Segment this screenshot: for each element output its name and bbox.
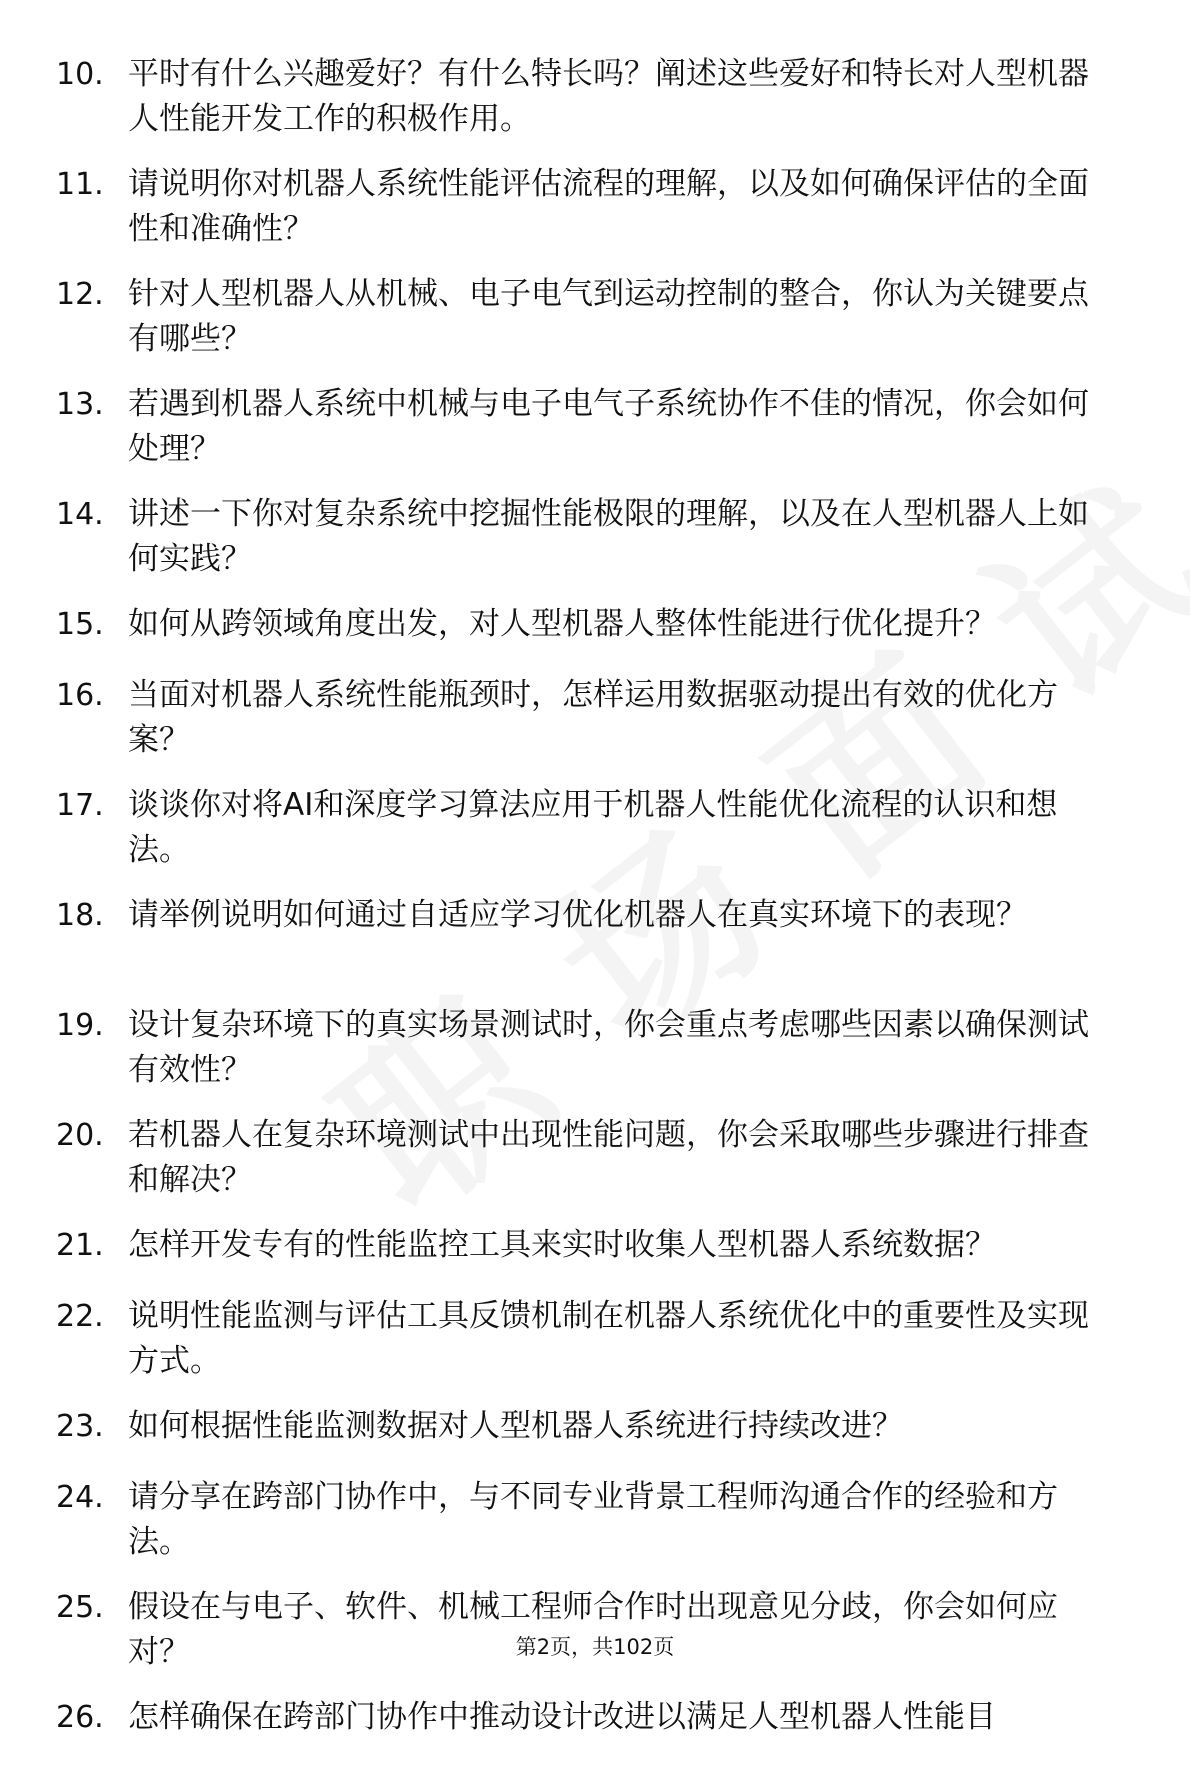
page-footer: 第2页，共102页: [515, 1635, 675, 1659]
list-item: [0, 492, 1190, 602]
question-text: 说明性能监测与评估工具反馈机制在机器人系统优化中的重要性及实现方式。: [128, 1298, 1089, 1379]
question-text: 假设在与电子、软件、机械工程师合作时出现意见分歧，你会如何应对？: [128, 1589, 1058, 1670]
list-item: [0, 1223, 1190, 1294]
list-item: [0, 272, 1190, 382]
question-number: 23.: [56, 1409, 104, 1444]
question-text: 怎样确保在跨部门协作中推动设计改进以满足人型机器人性能目: [128, 1699, 996, 1735]
list-item: [0, 673, 1190, 783]
question-number: 13.: [56, 387, 104, 422]
question-number: 15.: [56, 607, 104, 642]
list-item: [0, 602, 1190, 673]
list-item: [0, 382, 1190, 492]
list-item: [0, 893, 1190, 1003]
question-text: 请分享在跨部门协作中，与不同专业背景工程师沟通合作的经验和方法。: [128, 1479, 1058, 1560]
list-item: [0, 52, 1190, 162]
question-number: 22.: [56, 1299, 104, 1334]
question-text: 请说明你对机器人系统性能评估流程的理解，以及如何确保评估的全面性和准确性？: [128, 166, 1089, 247]
question-number: 24.: [56, 1480, 104, 1515]
list-item: [0, 1475, 1190, 1585]
list-item: [0, 1294, 1190, 1404]
question-text: 若机器人在复杂环境测试中出现性能问题，你会采取哪些步骤进行排查和解决？: [128, 1117, 1089, 1198]
question-text: 讲述一下你对复杂系统中挖掘性能极限的理解，以及在人型机器人上如何实践？: [128, 496, 1089, 577]
list-item: [0, 162, 1190, 272]
question-number: 19.: [56, 1008, 104, 1043]
question-text: 请举例说明如何通过自适应学习优化机器人在真实环境下的表现？: [128, 897, 1027, 933]
question-text: 如何从跨领域角度出发，对人型机器人整体性能进行优化提升？: [128, 606, 996, 642]
question-text: 当面对机器人系统性能瓶颈时，怎样运用数据驱动提出有效的优化方案？: [128, 677, 1058, 758]
question-text: 如何根据性能监测数据对人型机器人系统进行持续改进？: [128, 1408, 903, 1444]
question-number: 20.: [56, 1118, 104, 1153]
list-item: [0, 1404, 1190, 1475]
question-text: 平时有什么兴趣爱好？有什么特长吗？阐述这些爱好和特长对人型机器人性能开发工作的积极作用。: [128, 56, 1089, 137]
question-list: [0, 52, 1190, 1766]
question-text: 若遇到机器人系统中机械与电子电气子系统协作不佳的情况，你会如何处理？: [128, 386, 1089, 467]
question-number: 26.: [56, 1700, 104, 1735]
question-text: 针对人型机器人从机械、电子电气到运动控制的整合，你认为关键要点有哪些？: [128, 276, 1089, 357]
question-number: 25.: [56, 1590, 104, 1625]
question-number: 21.: [56, 1228, 104, 1263]
question-number: 11.: [56, 167, 104, 202]
question-number: 10.: [56, 57, 104, 92]
question-number: 18.: [56, 898, 104, 933]
list-item: [0, 1113, 1190, 1223]
question-number: 12.: [56, 277, 104, 312]
question-text: 谈谈你对将AI和深度学习算法应用于机器人性能优化流程的认识和想法。: [128, 787, 1058, 868]
question-text: 设计复杂环境下的真实场景测试时，你会重点考虑哪些因素以确保测试有效性？: [128, 1007, 1089, 1088]
question-number: 17.: [56, 788, 104, 823]
list-item: [0, 1003, 1190, 1113]
question-number: 14.: [56, 497, 104, 532]
question-number: 16.: [56, 678, 104, 713]
list-item: [0, 1695, 1190, 1766]
question-text: 怎样开发专有的性能监控工具来实时收集人型机器人系统数据？: [128, 1227, 996, 1263]
list-item: [0, 783, 1190, 893]
